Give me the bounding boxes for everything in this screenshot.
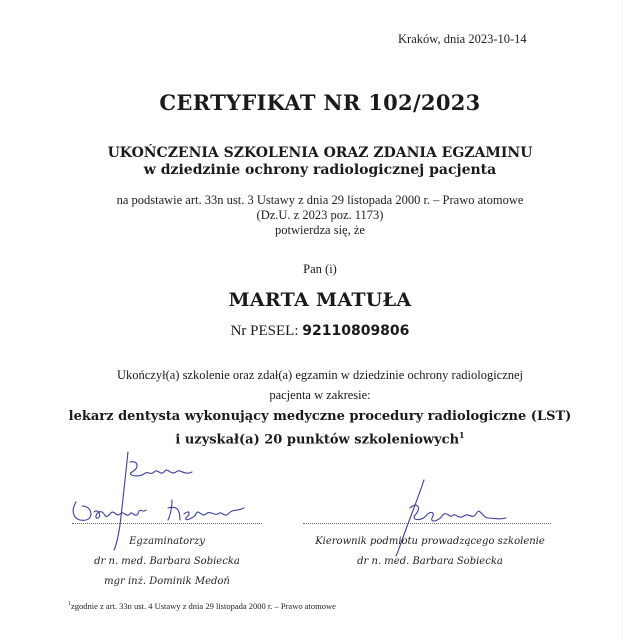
recipient-name: MARTA MATUŁA <box>228 289 412 311</box>
signature-line-left <box>72 523 262 524</box>
body-line-1: Ukończył(a) szkolenie oraz zdał(a) egzamin w dziedzinie ochrony radiologicznej <box>116 368 524 382</box>
legal-basis-line-2: (Dz.U. z 2023 poz. 1173) <box>256 208 384 222</box>
director-name: dr n. med. Barbara Sobiecka <box>357 556 503 567</box>
footnote-ref: 1 <box>459 430 465 440</box>
footnote <box>68 601 336 611</box>
examiner-name-2: mgr inż. Dominik Medoń <box>104 576 230 587</box>
director-caption <box>300 532 560 572</box>
place-date: Kraków, dnia 2023-10-14 <box>398 32 527 46</box>
legal-basis-line-3: potwierdza się, że <box>275 223 365 237</box>
salutation: Pan (i) <box>303 262 337 276</box>
subtitle-line-1: UKOŃCZENIA SZKOLENIA ORAZ ZDANIA EGZAMINU <box>107 145 533 161</box>
signature-line-right <box>303 523 551 524</box>
footnote-mark: 1 <box>68 601 71 608</box>
training-points <box>0 430 640 447</box>
pesel-label: Nr PESEL: <box>230 323 303 339</box>
footnote-text: zgodnie z art. 33n ust. 4 Ustawy z dnia 29 listopada 2000 r. – Prawo atomowe <box>71 601 336 611</box>
examiner-name-1: dr n. med. Barbara Sobiecka <box>94 556 240 567</box>
director-role: Kierownik podmiotu prowadzącego szkolenie <box>315 536 545 547</box>
examiners-caption <box>62 532 272 592</box>
points-text: i uzyskał(a) 20 punktów szkoleniowych <box>175 432 460 448</box>
legal-basis-line-1: na podstawie art. 33n ust. 3 Ustawy z dnia 29 listopada 2000 r. – Prawo atomowe <box>116 193 524 207</box>
examiners-role: Egzaminatorzy <box>129 536 205 547</box>
pesel <box>0 323 640 340</box>
subtitle-line-2: w dziedzinie ochrony radiologicznej pacjenta <box>143 162 497 178</box>
training-scope: lekarz dentysta wykonujący medyczne procedury radiologiczne (LST) <box>68 409 572 424</box>
certificate-title: CERTYFIKAT NR 102/2023 <box>159 90 481 115</box>
pesel-value: 92110809806 <box>302 323 410 339</box>
body-line-2: pacjenta w zakresie: <box>269 388 371 402</box>
